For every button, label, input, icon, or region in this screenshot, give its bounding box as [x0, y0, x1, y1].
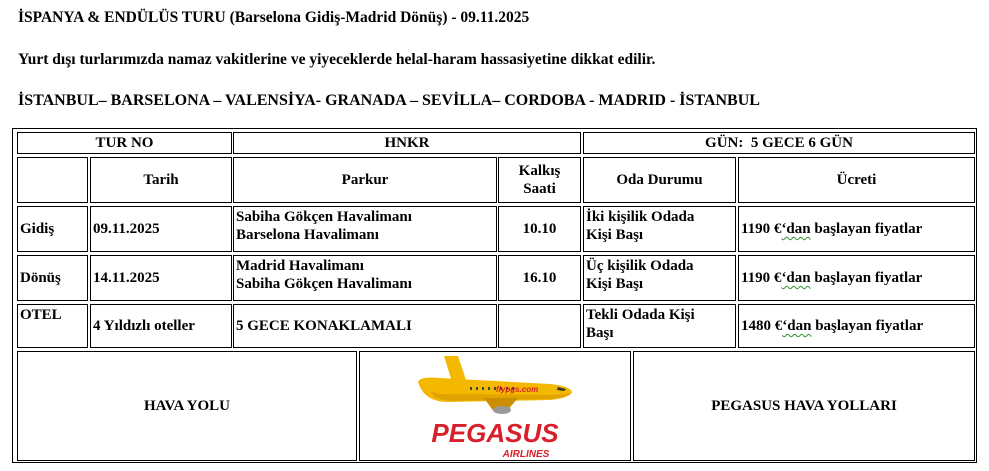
fuselage-text: flypgs.com — [496, 385, 539, 394]
airline-label: HAVA YOLU — [17, 351, 357, 461]
row-donus-room: Üç kişilik Odada Kişi Başı — [583, 255, 736, 301]
header-oda: Oda Durumu — [583, 157, 736, 203]
header-parkur: Parkur — [233, 157, 497, 203]
row-gidis-room: İki kişilik Odada Kişi Başı — [583, 206, 736, 252]
row-donus-price: 1190 € ‘dan başlayan fiyatlar — [738, 255, 975, 301]
row-otel-room: Tekli Odada Kişi Başı — [583, 304, 736, 348]
row-gidis-route: Sabiha Gökçen Havalimanı Barselona Havalimanı — [233, 206, 497, 252]
row-donus-date: 14.11.2025 — [90, 255, 232, 301]
gun-value: 5 GECE 6 GÜN — [750, 135, 853, 151]
row-otel-type: 4 Yıldızlı oteller — [90, 304, 232, 348]
row-gidis-time: 10.10 — [498, 206, 581, 252]
gun-cell — [583, 132, 975, 154]
row-otel-price: 1480 € ‘dan başlayan fiyatlar — [738, 304, 975, 348]
route-line: İSTANBUL– BARSELONA – VALENSİYA- GRANADA – SEVİLLA– CORDOBA - MADRID - İSTANBUL — [18, 92, 760, 109]
header-tarih: Tarih — [90, 157, 232, 203]
airline-name: PEGASUS HAVA YOLLARI — [633, 351, 975, 461]
header-kalkis: Kalkış Saati — [498, 157, 581, 203]
row-otel-time — [498, 304, 581, 348]
row-donus-label: Dönüş — [17, 255, 88, 301]
tur-code: HNKR — [233, 132, 581, 154]
row-gidis-label: Gidiş — [17, 206, 88, 252]
halal-note: Yurt dışı turlarımızda namaz vakitlerine ve yiyeceklerde helal-haram hassasiyetine dikkat edilir. — [18, 51, 656, 68]
row-gidis-date: 09.11.2025 — [90, 206, 232, 252]
tour-title: İSPANYA & ENDÜLÜS TURU (Barselona Gidiş-Madrid Dönüş) - 09.11.2025 — [18, 9, 530, 26]
row-otel-stay: 5 GECE KONAKLAMALI — [233, 304, 497, 348]
pegasus-wordmark: PEGASUS — [431, 418, 559, 448]
airplane-icon — [418, 356, 572, 414]
header-ucret: Ücreti — [738, 157, 975, 203]
row-gidis-price: 1190 € ‘dan başlayan fiyatlar — [738, 206, 975, 252]
tur-no-label: TUR NO — [17, 132, 232, 154]
header-empty — [17, 157, 88, 203]
pegasus-logo — [400, 354, 590, 462]
row-donus-time: 16.10 — [498, 255, 581, 301]
airlines-text: AIRLINES — [502, 449, 550, 460]
gun-label: GÜN: — [705, 135, 744, 151]
row-otel-label: OTEL — [17, 304, 88, 348]
row-donus-route: Madrid Havalimanı Sabiha Gökçen Havalimanı — [233, 255, 497, 301]
